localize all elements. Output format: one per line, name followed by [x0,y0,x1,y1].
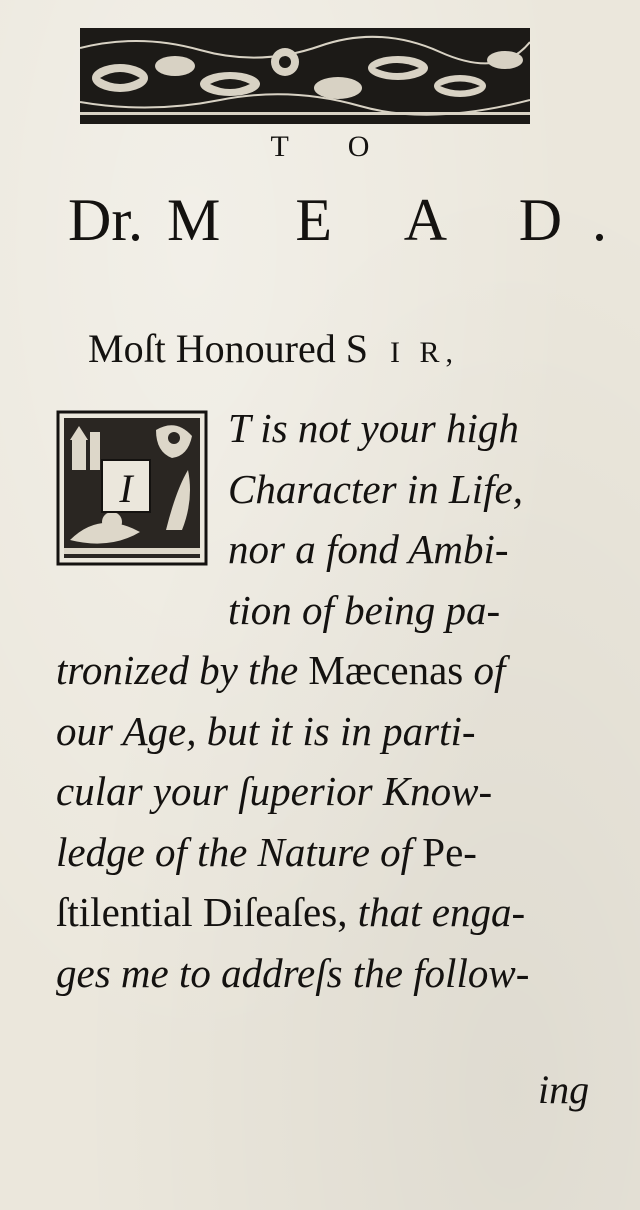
dedicatee-title: Dr. [68,187,143,253]
body-line-8: ledge of the Nature of Pe- [56,828,477,875]
body-line-9: ſtilential Diſeaſes, that enga- [56,889,526,935]
initial-letter: I [119,466,133,511]
body-line-3: nor a fond Ambi- [228,526,509,572]
body-line-6: our Age, but it is in parti- [56,707,476,754]
body-line-4: tion of being pa- [228,586,501,633]
dedicatee-name [68,186,637,255]
dedicatee-surname: M E A D. [167,187,638,253]
salutation-prefix: Moſt Honoured [88,326,346,371]
body-line-1: T is not your high [228,405,519,451]
dedication-body [56,398,628,1003]
body-line-5: tronized by the Mæcenas of [56,647,506,693]
catchword: ing [538,1067,590,1112]
body-line-7: cular your ſuperior Know- [56,768,493,814]
body-line-2: Character in Life, [228,465,523,512]
dedication-to: T O [270,130,396,163]
salutation [88,325,459,372]
salutation-sir: S I R, [345,326,460,371]
ornamental-headpiece [80,28,530,124]
body-line-10: ges me to addreſs the follow- [56,949,530,996]
